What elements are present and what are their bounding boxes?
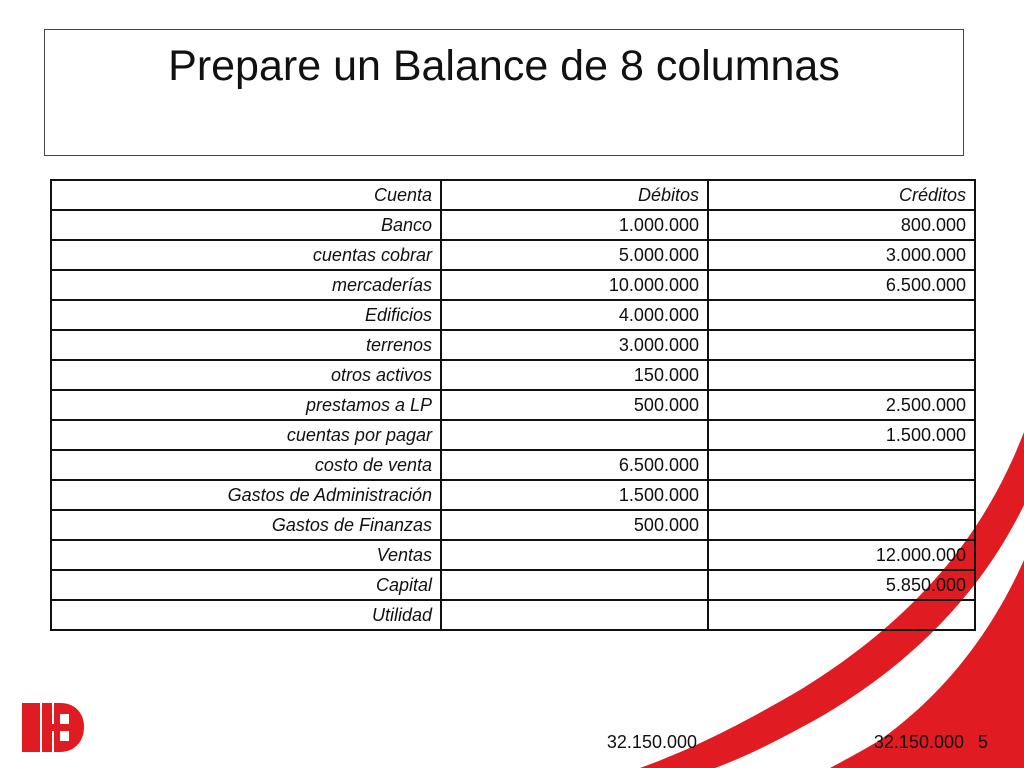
header-creditos: Créditos	[708, 180, 975, 210]
account-name: mercaderías	[51, 270, 441, 300]
table-row	[51, 420, 975, 450]
table-row	[51, 540, 975, 570]
debit-value: 500.000	[441, 510, 708, 540]
table-row	[51, 330, 975, 360]
credit-value	[708, 300, 975, 330]
account-name: Utilidad	[51, 600, 441, 630]
table-row	[51, 450, 975, 480]
debit-value: 10.000.000	[441, 270, 708, 300]
table-header-row	[51, 180, 975, 210]
header-cuenta: Cuenta	[51, 180, 441, 210]
table-row	[51, 390, 975, 420]
debit-value: 1.000.000	[441, 210, 708, 240]
credit-value	[708, 330, 975, 360]
slide-title: Prepare un Balance de 8 columnas	[168, 42, 840, 90]
page-number: 5	[978, 732, 989, 752]
table-row	[51, 210, 975, 240]
account-name: Gastos de Administración	[51, 480, 441, 510]
account-name: costo de venta	[51, 450, 441, 480]
account-name: cuentas cobrar	[51, 240, 441, 270]
account-name: Capital	[51, 570, 441, 600]
debit-value	[441, 570, 708, 600]
table-row	[51, 480, 975, 510]
table-row	[51, 570, 975, 600]
debit-value: 150.000	[441, 360, 708, 390]
header-debitos: Débitos	[441, 180, 708, 210]
account-name: Edificios	[51, 300, 441, 330]
total-creditos: 32.150.000	[873, 732, 964, 752]
credit-value: 5.850.000	[708, 570, 975, 600]
credit-value: 3.000.000	[708, 240, 975, 270]
credit-value: 800.000	[708, 210, 975, 240]
account-name: terrenos	[51, 330, 441, 360]
credit-value	[708, 360, 975, 390]
account-name: Banco	[51, 210, 441, 240]
debit-value: 500.000	[441, 390, 708, 420]
table-row	[51, 300, 975, 330]
credit-value	[708, 600, 975, 630]
total-debitos: 32.150.000	[606, 732, 697, 752]
title-box	[44, 29, 964, 156]
credit-value: 2.500.000	[708, 390, 975, 420]
table-row	[51, 270, 975, 300]
debit-value: 3.000.000	[441, 330, 708, 360]
account-name: otros activos	[51, 360, 441, 390]
balance-table	[50, 179, 976, 631]
account-name: cuentas por pagar	[51, 420, 441, 450]
credit-value	[708, 480, 975, 510]
credit-value	[708, 510, 975, 540]
table-row	[51, 360, 975, 390]
credit-value: 12.000.000	[708, 540, 975, 570]
table-row	[51, 240, 975, 270]
credit-value: 6.500.000	[708, 270, 975, 300]
debit-value	[441, 600, 708, 630]
debit-value: 4.000.000	[441, 300, 708, 330]
debit-value	[441, 540, 708, 570]
account-name: Gastos de Finanzas	[51, 510, 441, 540]
debit-value	[441, 420, 708, 450]
institution-logo-icon	[22, 703, 84, 752]
debit-value: 5.000.000	[441, 240, 708, 270]
account-name: Ventas	[51, 540, 441, 570]
account-name: prestamos a LP	[51, 390, 441, 420]
credit-value	[708, 450, 975, 480]
table-row	[51, 600, 975, 630]
debit-value: 1.500.000	[441, 480, 708, 510]
table-row	[51, 510, 975, 540]
debit-value: 6.500.000	[441, 450, 708, 480]
credit-value: 1.500.000	[708, 420, 975, 450]
